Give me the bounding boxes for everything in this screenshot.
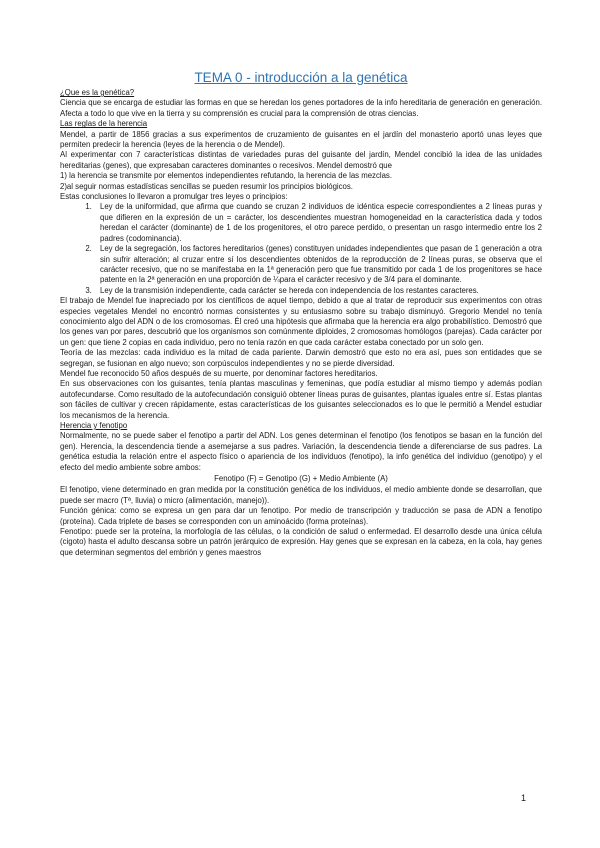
paragraph: Teoría de las mezclas: cada individuo es la mitad de cada pariente. Darwin demostró que esto no era así, pues son entidades que se segregan, se fusionan en algo nuevo; son corpúsculos independientes y no se pierde diversidad.	[60, 348, 542, 368]
mendel-laws-list	[60, 202, 542, 296]
paragraph: En sus observaciones con los guisantes, tenía plantas masculinas y femeninas, que podía estudiar al mismo tiempo y además podían autofecundarse. Como resultado de la autofecundación consiguió obtener líneas puras de guisantes, plantas iguales entre sí. Estas plantas son fáciles de cultivar y crecen rápidamente, estas características de los guisantes seleccionados es lo que le permitió a Mendel estudiar los mecanismos de la herencia.	[60, 379, 542, 420]
paragraph: El trabajo de Mendel fue inapreciado por los científicos de aquel tiempo, debido a que al tratar de reproducir sus experimentos con otras especies vegetales Mendel no encontró normas consistentes y su entusiasmo sobre su trabajo disminuyó. Gregorio Mendel no tenía conocimiento algo del ADN o de los cromosomas. Él creó una hipótesis que afirmaba que la herencia era algo probabilístico. Demostró que los genes van por pares, descubrió que los organismos son comúnmente diploides, 2 cromosomas homólogos (parejas). Cada carácter por un gen: que tiene 2 copias en cada individuo, pero no tenía razón en que cada carácter estaba conectado por un solo gen.	[60, 296, 542, 347]
paragraph: Estas conclusiones lo llevaron a promulgar tres leyes o principios:	[60, 192, 288, 202]
heading-herencia-fenotipo: Herencia y fenotipo	[60, 421, 128, 430]
page-content	[60, 70, 542, 558]
paragraph: Ciencia que se encarga de estudiar las formas en que se heredan los genes portadores de la info hereditaria de generación en generación. Afecta a todo lo que vive en la tierra y su comprensión es crucial para la comprensión de otras ciencias.	[60, 98, 542, 118]
list-item: 1. Ley de la uniformidad, que afirma que cuando se cruzan 2 individuos de idéntica especie correspondientes a 2 líneas puras y que difieren en la expresión de un = carácter, los descendientes muestran homogeneidad en la característica dada y todos heredan el carácter (dominante) de 1 de los progenitores, el otro parece perdido, o presentan un rasgo intermedio entre los 2 padres (codominancia).	[94, 202, 542, 244]
paragraph: Al experimentar con 7 características distintas de variedades puras del guisante del jardín, Mendel concibió la idea de las unidades hereditarias (genes), que expresaban caracteres dominantes o recesivos. Mendel demostró que	[60, 150, 542, 170]
page-title: TEMA 0 - introducción a la genética	[194, 70, 408, 85]
paragraph: Función génica: como se expresa un gen para dar un fenotipo. Por medio de transcripción y traducción se pasa de ADN a fenotipo (proteína). Cada triplete de bases se corresponden con un aminoácido (forma proteínas).	[60, 506, 542, 526]
heading-que-es-genetica: ¿Que es la genética?	[60, 88, 135, 97]
paragraph: El fenotipo, viene determinado en gran medida por la constitución genética de los individuos, el medio ambiente donde se desarrollan, que puede ser macro (Tª, lluvia) o micro (alimentación, manejo)).	[60, 485, 542, 505]
page-number: 1	[520, 793, 526, 803]
paragraph: Fenotipo: puede ser la proteína, la morfología de las células, o la condición de salud o enfermedad. El desarrollo desde una única célula (cigoto) hasta el adulto descansa sobre un patrón jerárquico de expresión. Hay genes que se expresan en la cabeza, en la cola, hay genes que determinan segmentos del embrión y genes maestros	[60, 527, 542, 557]
phenotype-formula: Fenotipo (F) = Genotipo (G) + Medio Ambiente (A)	[214, 474, 388, 484]
list-item: 2. Ley de la segregación, los factores hereditarios (genes) constituyen unidades independientes que pasan de 1 generación a otra sin sufrir alteración; al cruzar entre sí los descendientes obtenidos de la reproducción de 2 líneas puras, se observa que el carácter recesivo, que no se manifestaba en la 1ª generación pero que fue transmitido por cada 1 de los progenitores se hace patente en la 2ª generación en una proporción de ¼para el carácter recesivo y de 3/4 para el dominante.	[94, 244, 542, 286]
paragraph: Normalmente, no se puede saber el fenotipo a partir del ADN. Los genes determinan el fenotipo (los fenotipos se basan en la función del gen). Herencia, la descendencia tiende a asemejarse a sus padres. Variación, la descendencia tiende a diferenciarse de sus padres. La genética estudia la relación entre el aspecto físico o apariencia de los individuos (fenotipo), la info genética del individuo (genotipo) y el efecto del medio ambiente sobre ambos:	[60, 431, 542, 472]
paragraph: 1) la herencia se transmite por elementos independientes refutando, la herencia de las mezclas.	[60, 171, 392, 181]
paragraph: 2)al seguir normas estadísticas sencillas se pueden resumir los principios biológicos.	[60, 181, 353, 191]
list-item: 3. Ley de la transmisión independiente, cada carácter se hereda con independencia de los restantes caracteres.	[94, 286, 542, 296]
heading-reglas-herencia: Las reglas de la herencia	[60, 119, 148, 129]
paragraph: Mendel fue reconocido 50 años después de su muerte, por denominar factores hereditarios.	[60, 368, 378, 378]
paragraph: Mendel, a partir de 1856 gracias a sus experimentos de cruzamiento de guisantes en el jardín del monasterio aportó unas leyes que permiten predecir la herencia (leyes de la herencia o de Mendel).	[60, 129, 542, 150]
